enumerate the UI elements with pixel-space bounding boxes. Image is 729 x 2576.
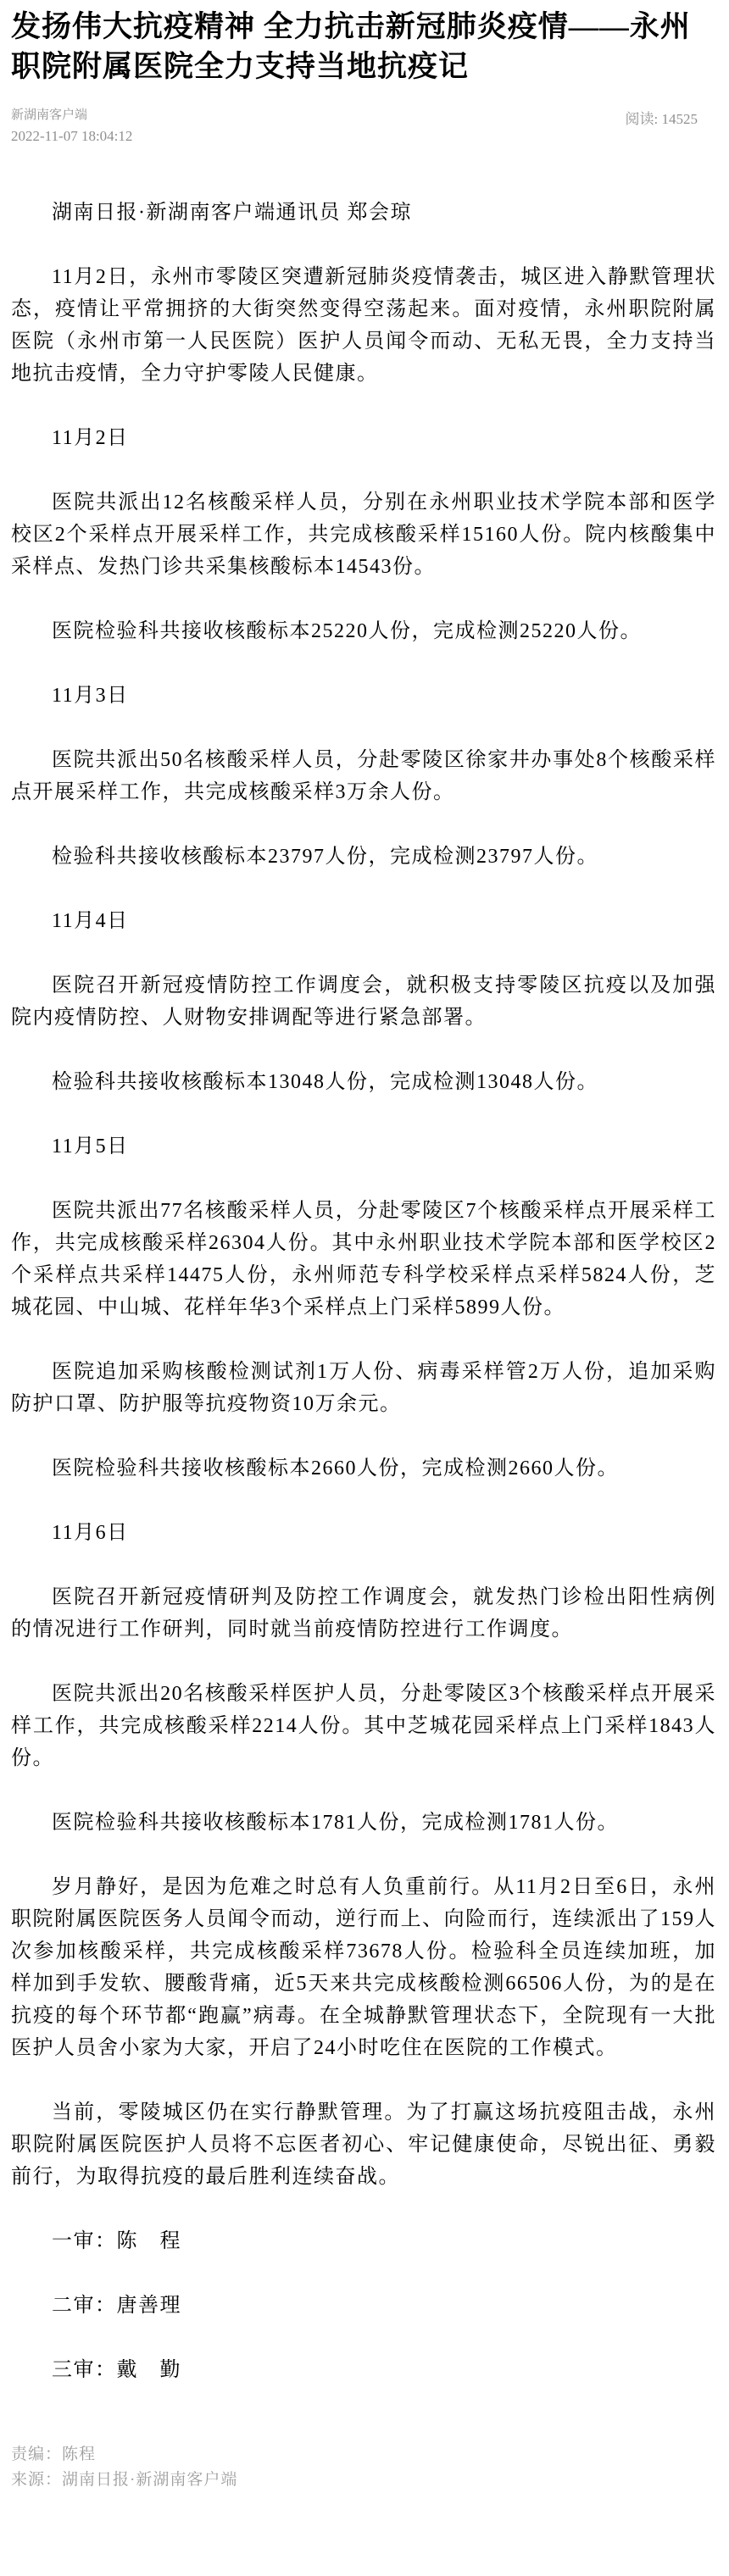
paragraph: 医院召开新冠疫情防控工作调度会，就积极支持零陵区抗疫以及加强院内疫情防控、人财物安排调配等进行紧急部署。 <box>11 974 716 1029</box>
paragraph: 医院检验科共接收核酸标本25220人份，完成检测25220人份。 <box>52 620 642 642</box>
article-body <box>11 261 716 2386</box>
article-footer <box>11 2442 716 2493</box>
footer-editor: 责编：陈程 <box>11 2446 97 2463</box>
paragraph: 三审：戴 勤 <box>52 2359 181 2381</box>
paragraph: 当前，零陵城区仍在实行静默管理。为了打赢这场抗疫阻击战，永州职院附属医院医护人员将不忘医者初心、牢记健康使命，尽锐出征、勇毅前行，为取得抗疫的最后胜利连续奋战。 <box>11 2101 716 2188</box>
footer-source: 来源：湖南日报·新湖南客户端 <box>11 2471 238 2489</box>
paragraph: 医院召开新冠疫情研判及防控工作调度会，就发热门诊检出阳性病例的情况进行工作研判，同时就当前疫情防控进行工作调度。 <box>11 1586 716 1641</box>
paragraph: 医院共派出77名核酸采样人员，分赴零陵区7个核酸采样点开展采样工作，共完成核酸采样26304人份。其中永州职业技术学院本部和医学校区2个采样点共采样14475人份，永州师范专科学校采样点采样5824人份，芝城花园、中山城、花样年华3个采样点上门采样5899人份。 <box>11 1200 716 1319</box>
paragraph: 11月2日 <box>52 427 129 449</box>
paragraph: 医院检验科共接收核酸标本1781人份，完成检测1781人份。 <box>52 1812 619 1834</box>
paragraph: 二审：唐善理 <box>52 2295 181 2317</box>
article-meta <box>11 105 716 147</box>
paragraph: 检验科共接收核酸标本23797人份，完成检测23797人份。 <box>52 846 598 868</box>
read-count: 阅读: 14525 <box>625 111 698 127</box>
paragraph: 医院检验科共接收核酸标本2660人份，完成检测2660人份。 <box>52 1457 619 1480</box>
paragraph: 医院追加采购核酸检测试剂1万人份、病毒采样管2万人份，追加采购防护口罩、防护服等抗疫物资10万余元。 <box>11 1361 716 1415</box>
paragraph: 医院共派出20名核酸采样医护人员，分赴零陵区3个核酸采样点开展采样工作，共完成核酸采样2214人份。其中芝城花园采样点上门采样1843人份。 <box>11 1683 716 1769</box>
paragraph: 岁月静好，是因为危难之时总有人负重前行。从11月2日至6日，永州职院附属医院医务人员闻令而动，逆行而上、向险而行，连续派出了159人次参加核酸采样，共完成核酸采样73678人份。检验科全员连续加班，加样加到手发软、腰酸背痛，近5天来共完成核酸检测66506人份，为的是在抗疫的每个环节都“跑赢”病毒。在全城静默管理状态下，全院现有一大批医护人员舍小家为大家，开启了24小时吃住在医院的工作模式。 <box>11 1876 716 2059</box>
paragraph: 11月6日 <box>52 1522 129 1544</box>
paragraph: 检验科共接收核酸标本13048人份，完成检测13048人份。 <box>52 1071 598 1093</box>
paragraph: 11月4日 <box>52 910 129 932</box>
publish-time: 2022-11-07 18:04:12 <box>11 128 133 144</box>
paragraph: 医院共派出12名核酸采样人员，分别在永州职业技术学院本部和医学校区2个采样点开展采样工作，共完成核酸采样15160人份。院内核酸集中采样点、发热门诊共采集核酸标本14543份。 <box>11 491 716 578</box>
paragraph: 11月3日 <box>52 685 129 707</box>
byline: 湖南日报·新湖南客户端通讯员 郑会琼 <box>52 202 412 224</box>
paragraph: 医院共派出50名核酸采样人员，分赴零陵区徐家井办事处8个核酸采样点开展采样工作，共完成核酸采样3万余人份。 <box>11 749 716 803</box>
paragraph: 一审：陈 程 <box>52 2230 181 2252</box>
article-title: 发扬伟大抗疫精神 全力抗击新冠肺炎疫情——永州职院附属医院全力支持当地抗疫记 <box>11 10 691 83</box>
article-source: 新湖南客户端 <box>11 108 88 122</box>
paragraph: 11月5日 <box>52 1135 129 1158</box>
paragraph: 11月2日，永州市零陵区突遭新冠肺炎疫情袭击，城区进入静默管理状态，疫情让平常拥挤的大街突然变得空荡起来。面对疫情，永州职院附属医院（永州市第一人民医院）医护人员闻令而动、无私无畏，全力支持当地抗击疫情，全力守护零陵人民健康。 <box>11 266 716 385</box>
